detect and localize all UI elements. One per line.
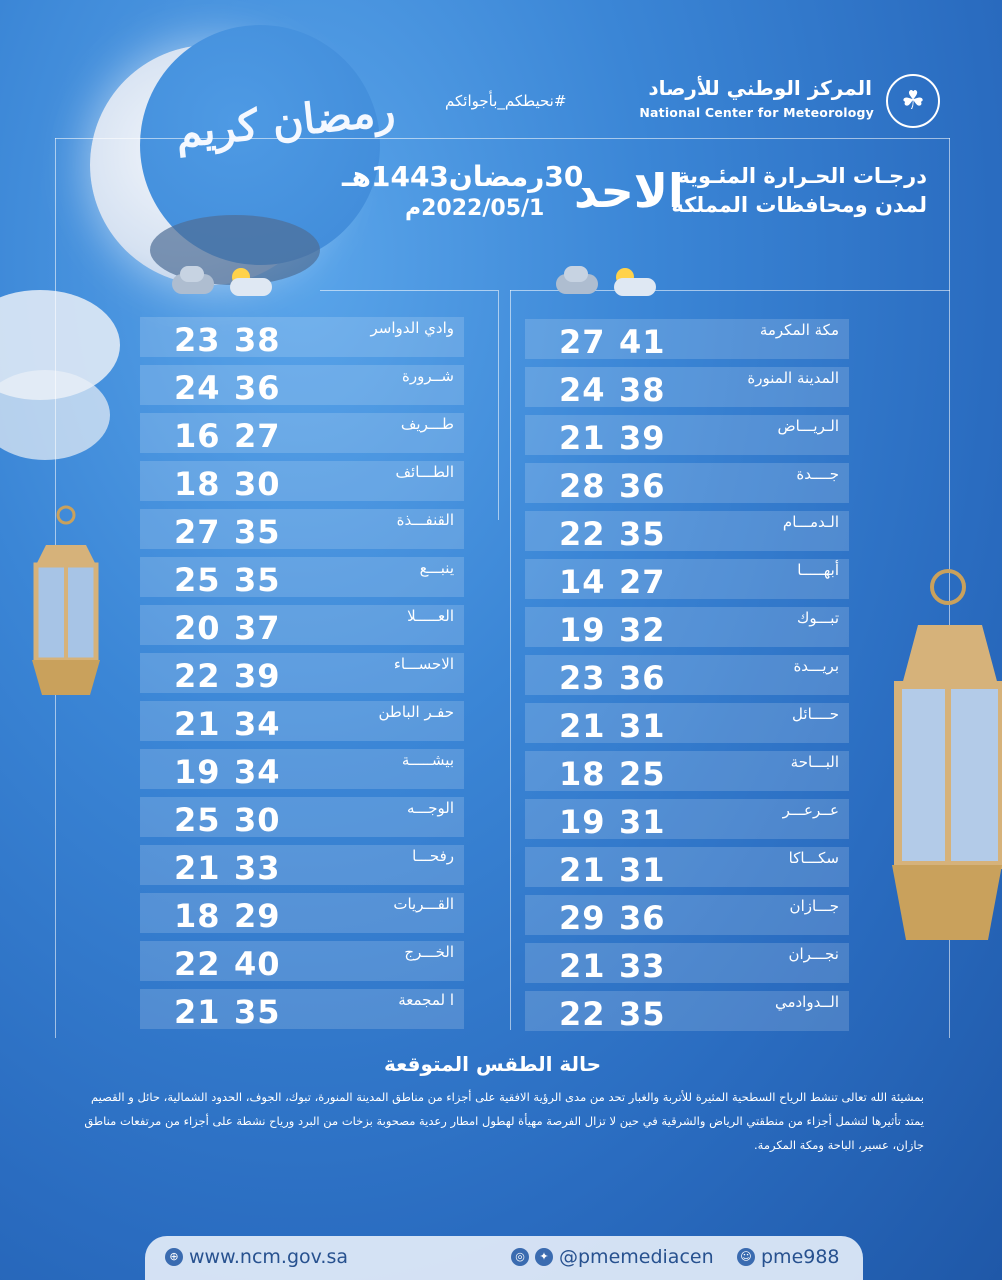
website-link[interactable]: www.ncm.gov.sa [189,1246,348,1268]
frame-center-line-2 [510,290,511,1030]
city-name: المدينة المنورة [747,369,839,387]
min-temperature: 24 [559,371,606,409]
city-name: رفحـــا [412,847,454,865]
min-temperature: 21 [559,419,606,457]
max-temperature: 36 [619,659,666,697]
min-temperature: 18 [174,897,221,935]
city-name: الــدوادمي [774,993,839,1011]
lantern-right-illustration [878,565,1002,945]
city-name: جـــازان [789,897,839,915]
city-row [525,799,849,839]
max-temperature: 35 [619,995,666,1033]
city-name: الطـــائف [395,463,454,481]
day-name: الاحد [574,164,684,218]
min-temperature: 21 [559,851,606,889]
min-temperature: 22 [559,515,606,553]
city-row [525,895,849,935]
min-temperature: 28 [559,467,606,505]
city-name: الـريـــاض [777,417,839,435]
min-temperature: 27 [559,323,606,361]
partly-cloudy-icon-left [226,266,268,296]
city-row [525,607,849,647]
min-temperature: 21 [559,947,606,985]
max-temperature: 25 [619,755,666,793]
city-row [525,703,849,743]
min-temperature: 19 [559,611,606,649]
max-temperature: 33 [234,849,281,887]
city-name: سكـــاكا [788,849,839,867]
city-row [140,413,464,453]
city-name: طـــريف [400,415,454,433]
min-temperature: 21 [174,993,221,1031]
forecast-text: بمشيئة الله تعالى تنشط الرياح السطحية المثيرة للأتربة والغبار تحد من مدى الرؤية الافقية على أجزاء من مناطق المدينة المنورة، تبوك، الجوف، الحدود الشمالية، حائل و القصيم يمتد تأثيرها لتشمل أجزاء من منطقتي الرياض والشرقية في حين لا تزال الفرصة مهيأة لهطول امطار رعدية مصحوبة بزخات من البرد ورياح نشطة على أجزاء من مرتفعات مناطق جازان، عسير، الباحة ومكة المكرمة. [84,1090,924,1152]
min-temperature: 18 [559,755,606,793]
city-row [140,797,464,837]
page-title [671,162,927,220]
gregorian-date: 2022/05/1م [405,196,545,221]
hijri-date: 30رمضان1443هـ [342,160,584,193]
title-line-2: لمدن ومحافظات المملكة [671,193,927,217]
city-name: الخـــرج [404,943,454,961]
min-temperature: 22 [174,657,221,695]
city-row [140,749,464,789]
city-name: جــــدة [796,465,839,483]
max-temperature: 38 [619,371,666,409]
min-temperature: 16 [174,417,221,455]
city-name: الوجـــه [407,799,454,817]
city-row [525,463,849,503]
hashtag: #نحيطكم_بأجوائكم [445,92,567,110]
max-temperature: 29 [234,897,281,935]
city-name: عــرعـــر [782,801,839,819]
max-temperature: 37 [234,609,281,647]
snapchat-handle[interactable]: pme988 [761,1246,840,1268]
city-name: تبـــوك [797,609,839,627]
max-temperature: 40 [234,945,281,983]
palm-swords-emblem-icon: ☘ [886,74,940,128]
cities-table-right [525,319,849,1039]
min-temperature: 18 [174,465,221,503]
max-temperature: 39 [234,657,281,695]
city-row [140,461,464,501]
max-temperature: 39 [619,419,666,457]
social-handle[interactable]: @pmemediacen [559,1246,714,1268]
min-temperature: 23 [174,321,221,359]
max-temperature: 36 [619,467,666,505]
city-name: بريـــدة [793,657,839,675]
min-temperature: 21 [174,849,221,887]
min-temperature: 25 [174,561,221,599]
twitter-icon: ✦ [535,1248,553,1266]
max-temperature: 33 [619,947,666,985]
min-temperature: 21 [174,705,221,743]
frame-left-divider [320,290,498,291]
min-temperature: 20 [174,609,221,647]
city-name: الاحســـاء [393,655,454,673]
city-row [140,653,464,693]
min-temperature: 23 [559,659,606,697]
max-temperature: 34 [234,705,281,743]
city-row [140,941,464,981]
city-name: شــرورة [402,367,454,385]
max-temperature: 36 [234,369,281,407]
city-name: ينبـــع [419,559,454,577]
max-temperature: 35 [234,993,281,1031]
max-temperature: 34 [234,753,281,791]
min-temperature: 19 [559,803,606,841]
lantern-left-illustration [26,505,106,700]
city-row [525,991,849,1031]
frame-center-line [498,290,499,520]
city-row [140,509,464,549]
max-temperature: 41 [619,323,666,361]
min-temperature: 19 [174,753,221,791]
min-temperature: 22 [559,995,606,1033]
max-temperature: 35 [234,561,281,599]
ramadan-kareem-calligraphy: رمضان كريم [172,85,398,158]
city-row [140,317,464,357]
max-temperature: 35 [234,513,281,551]
title-line-1: درجـات الحـرارة المئـوية [677,164,927,188]
min-temperature: 29 [559,899,606,937]
city-row [140,845,464,885]
city-name: القـــريات [393,895,454,913]
max-temperature: 36 [619,899,666,937]
footer-bar [145,1236,863,1280]
cloud-night-icon-left [172,266,214,296]
snapchat-icon: ☺ [737,1248,755,1266]
city-row [140,893,464,933]
city-row [525,415,849,455]
city-row [525,943,849,983]
city-row [525,847,849,887]
city-row [525,751,849,791]
city-name: نجـــران [788,945,839,963]
city-name: البـــاحة [790,753,839,771]
instagram-icon: ◎ [511,1248,529,1266]
max-temperature: 35 [619,515,666,553]
city-name: الـدمـــام [782,513,839,531]
city-row [525,655,849,695]
min-temperature: 22 [174,945,221,983]
city-name: أبهـــــا [797,561,839,579]
city-name: وادي الدواسر [370,319,454,337]
cities-table-left [140,317,464,1037]
forecast-title: حالة الطقس المتوقعة [384,1052,601,1076]
max-temperature: 31 [619,851,666,889]
frame-top-line [55,138,950,139]
city-row [525,367,849,407]
city-row [525,559,849,599]
city-row [140,701,464,741]
city-name: القنفـــذة [396,511,454,529]
partly-cloudy-icon [610,266,652,296]
city-name: حفـر الباطن [378,703,454,721]
cloud-night-icon [556,266,598,296]
city-name: بيشـــــة [401,751,454,769]
city-row [525,319,849,359]
city-name: حــــائل [792,705,839,723]
globe-icon: ⊕ [165,1248,183,1266]
min-temperature: 21 [559,707,606,745]
max-temperature: 31 [619,707,666,745]
org-name-ar: المركز الوطني للأرصاد [648,76,872,100]
city-row [525,511,849,551]
city-name: ا لمجمعة [398,991,454,1009]
city-row [140,365,464,405]
max-temperature: 30 [234,801,281,839]
min-temperature: 27 [174,513,221,551]
city-row [140,605,464,645]
org-name-en: National Center for Meteorology [639,105,874,120]
city-row [140,989,464,1029]
city-name: العـــــلا [407,607,454,625]
max-temperature: 27 [234,417,281,455]
min-temperature: 14 [559,563,606,601]
min-temperature: 25 [174,801,221,839]
max-temperature: 32 [619,611,666,649]
max-temperature: 31 [619,803,666,841]
min-temperature: 24 [174,369,221,407]
max-temperature: 38 [234,321,281,359]
max-temperature: 27 [619,563,666,601]
city-name: مكة المكرمة [759,321,839,339]
max-temperature: 30 [234,465,281,503]
city-row [140,557,464,597]
